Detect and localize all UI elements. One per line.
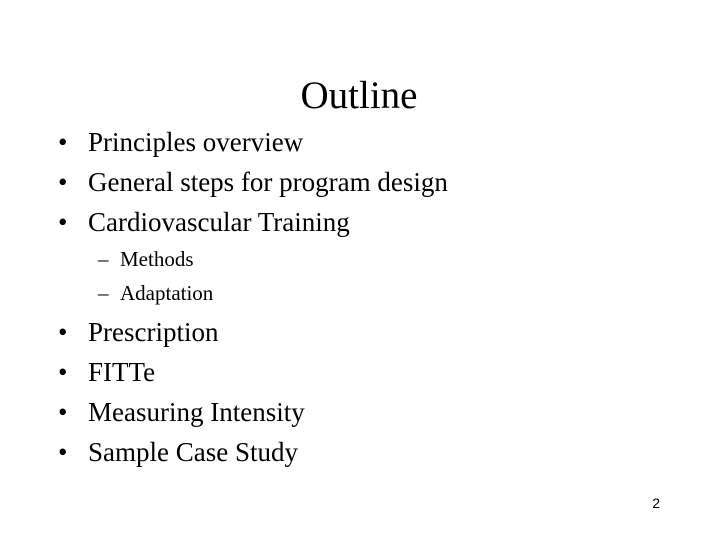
bullet-text: Sample Case Study <box>88 437 298 467</box>
bullet-item <box>58 205 350 239</box>
bullet-marker: • <box>58 317 68 347</box>
bullet-marker: • <box>58 207 68 237</box>
sub-bullet-text: Adaptation <box>120 281 214 305</box>
sub-bullet-text: Methods <box>120 247 194 271</box>
bullet-item <box>58 355 155 389</box>
bullet-item <box>58 125 303 159</box>
bullet-item <box>58 165 448 199</box>
bullet-marker: • <box>58 357 68 387</box>
bullet-text: Measuring Intensity <box>88 397 305 427</box>
bullet-item <box>58 435 298 469</box>
slide-title: Outline <box>300 74 418 117</box>
bullet-text: Cardiovascular Training <box>88 207 350 237</box>
sub-bullet-item <box>98 280 213 306</box>
bullet-item <box>58 395 305 429</box>
bullet-text: Principles overview <box>88 127 304 157</box>
bullet-text: FITTe <box>88 357 156 387</box>
bullet-marker: • <box>58 397 68 427</box>
page-number: 2 <box>652 495 660 511</box>
bullet-marker: • <box>58 167 68 197</box>
bullet-marker: • <box>58 127 68 157</box>
bullet-marker: • <box>58 437 68 467</box>
bullet-item <box>58 315 218 349</box>
bullet-text: Prescription <box>88 317 219 347</box>
sub-bullet-marker: – <box>98 281 109 305</box>
bullet-text: General steps for program design <box>88 167 448 197</box>
sub-bullet-marker: – <box>98 247 109 271</box>
sub-bullet-item <box>98 246 194 272</box>
